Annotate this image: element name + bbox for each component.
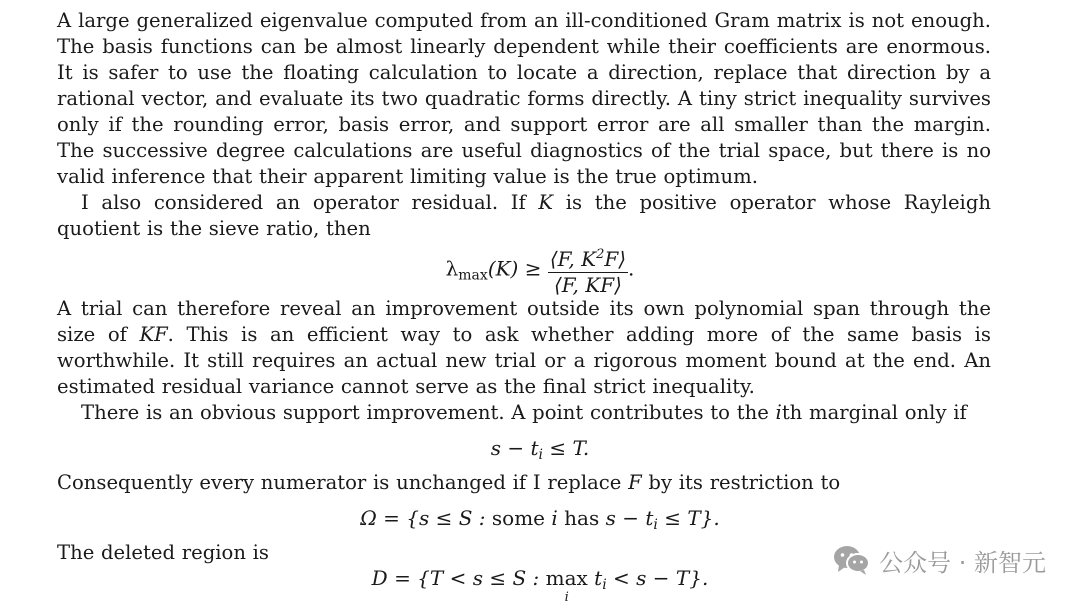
paragraph-support-improvement (57, 400, 991, 426)
eq2-a: s − t (490, 436, 539, 460)
eq3-a: Ω = {s ≤ S : (360, 506, 492, 530)
math-F: F (628, 471, 642, 494)
paragraph-operator-residual (57, 190, 991, 242)
text-span: by its restriction to (641, 471, 841, 494)
eq3-b: s − t (605, 506, 654, 530)
text-span: is the positive operator whose Rayleigh quotient is the sieve ratio, then (57, 191, 991, 240)
eq-sub-max: max (458, 267, 488, 284)
math-i: i (775, 401, 782, 424)
eq-denominator: ⟨F, KF⟩ (553, 273, 622, 297)
eq4-c: < s − T}. (606, 566, 709, 590)
text-span: A trial can therefore reveal an improvement outside its own polynomial span through the size of (57, 297, 991, 346)
paragraph-deleted-region: The deleted region is (57, 541, 269, 564)
eq3-some: some (491, 506, 552, 530)
math-K: K (538, 191, 554, 214)
equation-omega (0, 505, 1080, 538)
eq4-a: D = {T < s ≤ S : (371, 566, 546, 590)
eq-num-b: F⟩ (604, 247, 627, 271)
math-KF: KF (139, 323, 168, 346)
watermark (833, 542, 1046, 578)
equation-rayleigh-bound (0, 242, 1080, 298)
text-span: There is an obvious support improvement. A point contributes to the (81, 401, 776, 424)
paragraph-gram-matrix: A large generalized eigenvalue computed from an ill-conditioned Gram matrix is not enough. The basis functions can be almost linearly dependent while their coefficients are enormous. It is safer to use the floating calculation to locate a direction, replace that direction by a rational vector, and evaluate its two quadratic forms directly. A tiny strict inequality survives only if the rounding error, basis error, and support error are all smaller than the margin. The successive degree calculations are useful diagnostics of the trial space, but there is no valid inference that their apparent limiting value is the true optimum. (57, 9, 991, 188)
eq4-under-i: i (564, 590, 569, 605)
eq4-max-op (545, 565, 588, 605)
paragraph-trial-improvement (57, 296, 991, 400)
text-span: I also considered an operator residual. If (81, 191, 539, 214)
eq3-sub: i (653, 517, 658, 533)
eq4-b: t (587, 566, 603, 590)
eq-period: . (628, 256, 635, 281)
eq3-c: ≤ T}. (657, 506, 720, 530)
paragraph-restriction (57, 470, 991, 496)
text-span: Consequently every numerator is unchanged if I replace (57, 471, 629, 494)
eq4-max: max (545, 566, 588, 590)
eq4-sub: i (602, 577, 607, 593)
text-span: . This is an efficient way to ask whether adding more of the same basis is worthwhile. It still requires an actual new trial or a rigorous moment bound at the end. An estimated residual variance cannot serve as the final strict inequality. (57, 323, 991, 398)
eq-lambda: λ (445, 256, 459, 281)
eq-mid: (K) ≥ (487, 256, 542, 281)
eq3-i: i (551, 506, 558, 530)
eq3-has: has (557, 506, 606, 530)
eq-num-a: ⟨F, K (549, 247, 597, 271)
text-span: th marginal only if (781, 401, 967, 424)
wechat-icon (833, 544, 871, 576)
eq-fraction (548, 242, 628, 298)
eq-num-sup: 2 (596, 247, 605, 262)
eq2-sub: i (538, 447, 544, 463)
eq-numerator (548, 242, 628, 273)
equation-support-condition (0, 435, 1080, 468)
eq2-b: ≤ T. (543, 436, 590, 460)
watermark-text: 公众号 · 新智元 (879, 548, 1046, 577)
